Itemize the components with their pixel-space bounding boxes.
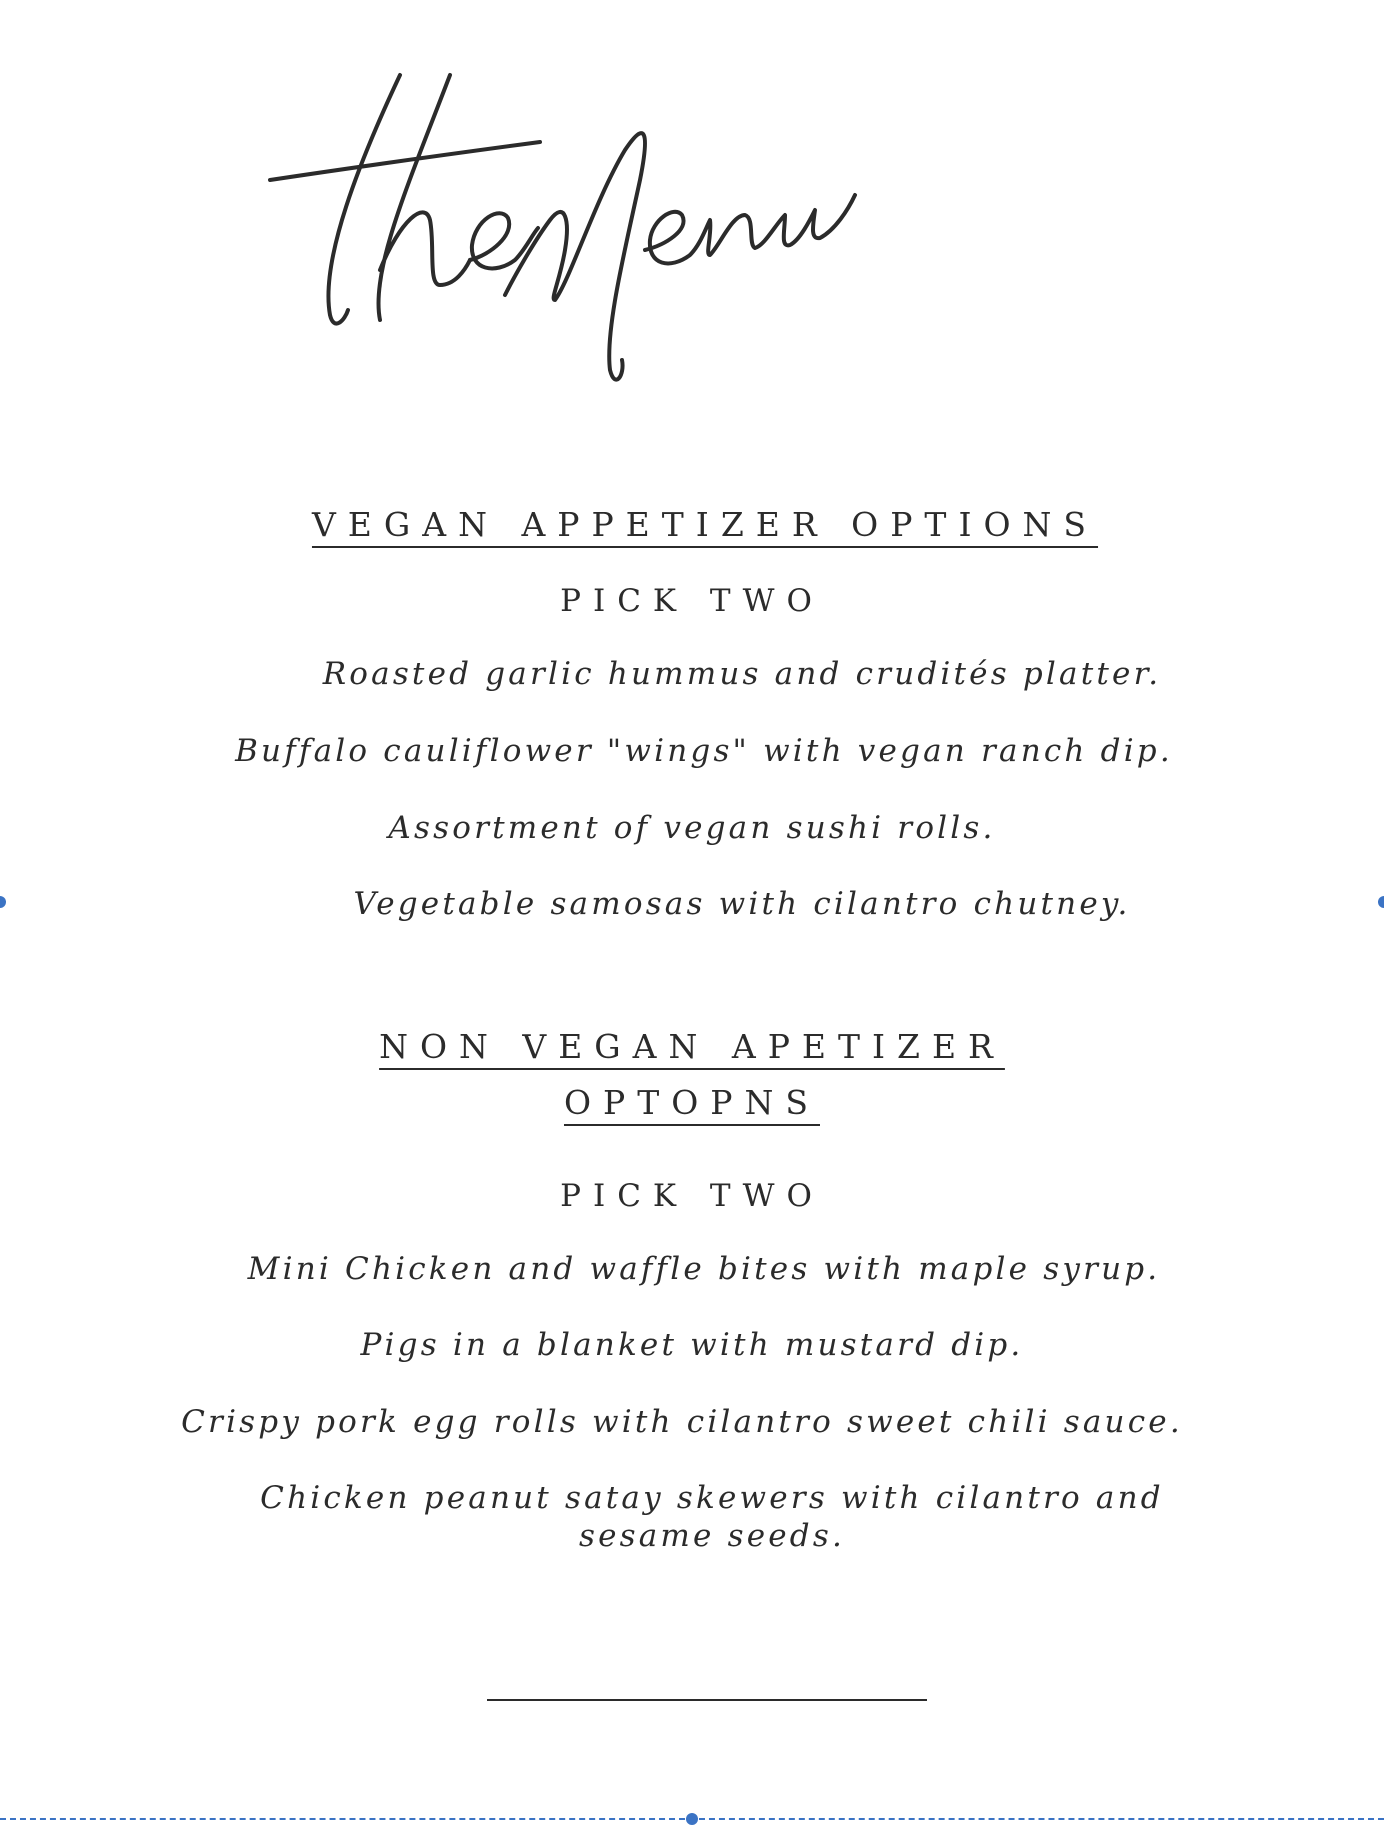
menu-item: Pigs in a blanket with mustard dip. [360, 1327, 1024, 1363]
section-heading-vegan: VEGAN APPETIZER OPTIONS [311, 505, 1099, 544]
menu-item-line2: sesame seeds. [578, 1518, 846, 1554]
pick-two-label-non-vegan: PICK TWO [560, 1178, 824, 1214]
menu-item: Roasted garlic hummus and crudités platter. [322, 656, 1162, 692]
menu-item: Crispy pork egg rolls with cilantro sweet chili sauce. [181, 1404, 1183, 1440]
menu-item-line1: Chicken peanut satay skewers with cilantro and [260, 1480, 1164, 1516]
menu-item: Vegetable samosas with cilantro chutney. [353, 886, 1131, 922]
footer-rule [487, 1699, 927, 1701]
menu-item: Buffalo cauliflower "wings" with vegan ranch dip. [235, 733, 1173, 769]
section-heading-non-vegan-line2: OPTOPNS [563, 1083, 820, 1122]
menu-title-script [250, 70, 1010, 450]
menu-item: Assortment of vegan sushi rolls. [388, 810, 996, 846]
resize-handle-bottom[interactable] [686, 1813, 698, 1825]
section-heading-non-vegan-line1: NON VEGAN APETIZER [379, 1027, 1005, 1066]
resize-handle-left[interactable] [0, 896, 6, 908]
pick-two-label-vegan: PICK TWO [560, 583, 824, 619]
resize-handle-right[interactable] [1378, 896, 1384, 908]
menu-item: Mini Chicken and waffle bites with maple syrup. [247, 1251, 1161, 1287]
